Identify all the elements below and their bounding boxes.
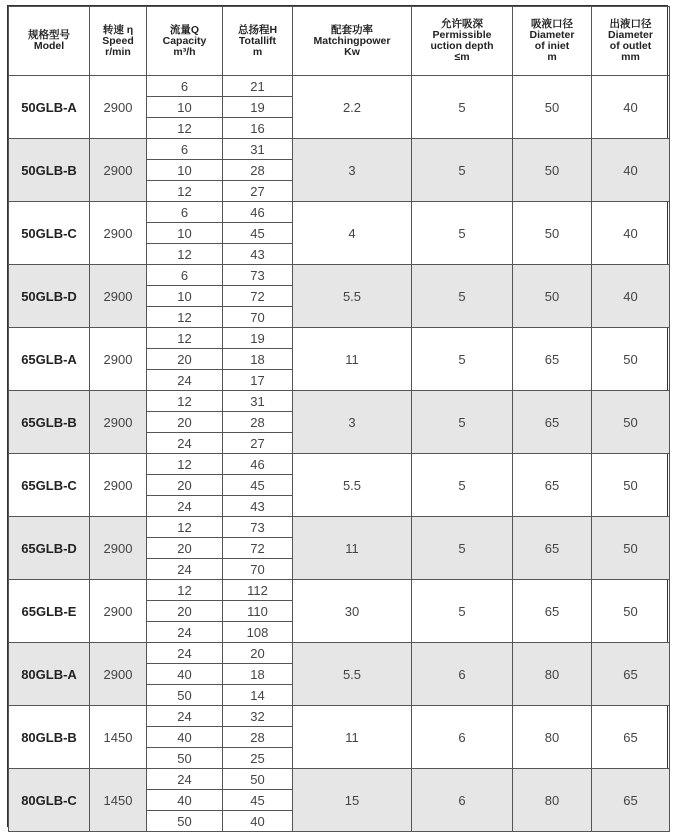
- capacity-cell: 50: [147, 748, 223, 769]
- header-model: 规格型号 Model: [9, 7, 90, 76]
- power-cell: 11: [293, 706, 412, 769]
- model-cell: 65GLB-D: [9, 517, 90, 580]
- capacity-cell: 24: [147, 559, 223, 580]
- capacity-cell: 20: [147, 475, 223, 496]
- inlet-cell: 80: [513, 769, 592, 832]
- capacity-cell: 12: [147, 118, 223, 139]
- speed-cell: 2900: [90, 328, 147, 391]
- table-row: [9, 580, 670, 601]
- capacity-cell: 40: [147, 790, 223, 811]
- inlet-cell: 80: [513, 643, 592, 706]
- capacity-cell: 12: [147, 181, 223, 202]
- power-cell: 30: [293, 580, 412, 643]
- suction-cell: 5: [412, 139, 513, 202]
- capacity-cell: 6: [147, 202, 223, 223]
- capacity-cell: 24: [147, 769, 223, 790]
- capacity-cell: 24: [147, 706, 223, 727]
- header-suction: 允许吸深 Permissible uction depth ≤m: [412, 7, 513, 76]
- outlet-cell: 65: [592, 769, 670, 832]
- capacity-cell: 10: [147, 160, 223, 181]
- table-row: [9, 265, 670, 286]
- model-cell: 50GLB-C: [9, 202, 90, 265]
- head-cell: 110: [223, 601, 293, 622]
- capacity-cell: 20: [147, 601, 223, 622]
- head-cell: 73: [223, 517, 293, 538]
- head-cell: 108: [223, 622, 293, 643]
- head-cell: 16: [223, 118, 293, 139]
- head-cell: 46: [223, 454, 293, 475]
- power-cell: 3: [293, 391, 412, 454]
- head-cell: 27: [223, 433, 293, 454]
- power-cell: 2.2: [293, 76, 412, 139]
- speed-cell: 1450: [90, 706, 147, 769]
- head-cell: 31: [223, 139, 293, 160]
- inlet-cell: 65: [513, 580, 592, 643]
- capacity-cell: 24: [147, 370, 223, 391]
- head-cell: 45: [223, 475, 293, 496]
- inlet-cell: 50: [513, 202, 592, 265]
- inlet-cell: 50: [513, 265, 592, 328]
- capacity-cell: 6: [147, 139, 223, 160]
- model-cell: 65GLB-A: [9, 328, 90, 391]
- head-cell: 43: [223, 496, 293, 517]
- head-cell: 25: [223, 748, 293, 769]
- speed-cell: 2900: [90, 454, 147, 517]
- power-cell: 5.5: [293, 454, 412, 517]
- capacity-cell: 20: [147, 538, 223, 559]
- model-cell: 65GLB-C: [9, 454, 90, 517]
- head-cell: 31: [223, 391, 293, 412]
- head-cell: 70: [223, 307, 293, 328]
- capacity-cell: 10: [147, 97, 223, 118]
- header-head: 总扬程H Totallift m: [223, 7, 293, 76]
- head-cell: 27: [223, 181, 293, 202]
- outlet-cell: 65: [592, 643, 670, 706]
- head-cell: 72: [223, 286, 293, 307]
- head-cell: 14: [223, 685, 293, 706]
- model-cell: 65GLB-B: [9, 391, 90, 454]
- power-cell: 5.5: [293, 643, 412, 706]
- capacity-cell: 12: [147, 580, 223, 601]
- table-row: [9, 76, 670, 97]
- suction-cell: 5: [412, 391, 513, 454]
- head-cell: 20: [223, 643, 293, 664]
- capacity-cell: 24: [147, 433, 223, 454]
- outlet-cell: 50: [592, 454, 670, 517]
- table-row: [9, 139, 670, 160]
- outlet-cell: 50: [592, 391, 670, 454]
- head-cell: 19: [223, 97, 293, 118]
- power-cell: 11: [293, 517, 412, 580]
- head-cell: 72: [223, 538, 293, 559]
- capacity-cell: 12: [147, 391, 223, 412]
- outlet-cell: 50: [592, 517, 670, 580]
- capacity-cell: 12: [147, 307, 223, 328]
- head-cell: 40: [223, 811, 293, 832]
- suction-cell: 5: [412, 202, 513, 265]
- inlet-cell: 80: [513, 706, 592, 769]
- table-row: [9, 328, 670, 349]
- suction-cell: 6: [412, 643, 513, 706]
- power-cell: 15: [293, 769, 412, 832]
- suction-cell: 5: [412, 580, 513, 643]
- outlet-cell: 50: [592, 328, 670, 391]
- head-cell: 18: [223, 664, 293, 685]
- head-cell: 19: [223, 328, 293, 349]
- table-body: [9, 76, 670, 832]
- head-cell: 21: [223, 76, 293, 97]
- capacity-cell: 12: [147, 328, 223, 349]
- head-cell: 43: [223, 244, 293, 265]
- header-inlet: 吸液口径 Diameter of iniet m: [513, 7, 592, 76]
- table-row: [9, 391, 670, 412]
- suction-cell: 6: [412, 706, 513, 769]
- header-capacity: 流量Q Capacity m³/h: [147, 7, 223, 76]
- suction-cell: 5: [412, 328, 513, 391]
- capacity-cell: 50: [147, 811, 223, 832]
- head-cell: 46: [223, 202, 293, 223]
- capacity-cell: 24: [147, 496, 223, 517]
- capacity-cell: 20: [147, 412, 223, 433]
- capacity-cell: 12: [147, 454, 223, 475]
- model-cell: 50GLB-B: [9, 139, 90, 202]
- header-outlet: 出液口径 Diameter of outlet mm: [592, 7, 670, 76]
- speed-cell: 2900: [90, 76, 147, 139]
- outlet-cell: 40: [592, 265, 670, 328]
- speed-cell: 2900: [90, 265, 147, 328]
- capacity-cell: 12: [147, 244, 223, 265]
- header-speed: 转速 η Speed r/min: [90, 7, 147, 76]
- inlet-cell: 65: [513, 517, 592, 580]
- model-cell: 80GLB-A: [9, 643, 90, 706]
- table-row: [9, 202, 670, 223]
- suction-cell: 5: [412, 517, 513, 580]
- capacity-cell: 10: [147, 286, 223, 307]
- speed-cell: 2900: [90, 391, 147, 454]
- head-cell: 28: [223, 727, 293, 748]
- inlet-cell: 65: [513, 328, 592, 391]
- model-cell: 50GLB-A: [9, 76, 90, 139]
- speed-cell: 2900: [90, 643, 147, 706]
- capacity-cell: 20: [147, 349, 223, 370]
- inlet-cell: 50: [513, 139, 592, 202]
- head-cell: 32: [223, 706, 293, 727]
- spec-table-frame: [7, 5, 668, 827]
- model-cell: 65GLB-E: [9, 580, 90, 643]
- table-row: [9, 517, 670, 538]
- head-cell: 45: [223, 223, 293, 244]
- speed-cell: 1450: [90, 769, 147, 832]
- capacity-cell: 40: [147, 664, 223, 685]
- table-row: [9, 769, 670, 790]
- suction-cell: 5: [412, 265, 513, 328]
- inlet-cell: 65: [513, 454, 592, 517]
- power-cell: 3: [293, 139, 412, 202]
- capacity-cell: 24: [147, 643, 223, 664]
- head-cell: 70: [223, 559, 293, 580]
- head-cell: 73: [223, 265, 293, 286]
- capacity-cell: 24: [147, 622, 223, 643]
- suction-cell: 5: [412, 76, 513, 139]
- power-cell: 4: [293, 202, 412, 265]
- table-row: [9, 643, 670, 664]
- speed-cell: 2900: [90, 517, 147, 580]
- outlet-cell: 50: [592, 580, 670, 643]
- head-cell: 112: [223, 580, 293, 601]
- capacity-cell: 12: [147, 517, 223, 538]
- head-cell: 18: [223, 349, 293, 370]
- head-cell: 50: [223, 769, 293, 790]
- speed-cell: 2900: [90, 139, 147, 202]
- model-cell: 50GLB-D: [9, 265, 90, 328]
- head-cell: 28: [223, 412, 293, 433]
- table-row: [9, 706, 670, 727]
- capacity-cell: 6: [147, 265, 223, 286]
- header-power: 配套功率 Matchingpower Kw: [293, 7, 412, 76]
- suction-cell: 5: [412, 454, 513, 517]
- capacity-cell: 40: [147, 727, 223, 748]
- head-cell: 45: [223, 790, 293, 811]
- model-cell: 80GLB-B: [9, 706, 90, 769]
- model-cell: 80GLB-C: [9, 769, 90, 832]
- outlet-cell: 40: [592, 139, 670, 202]
- header-row: [9, 7, 670, 76]
- speed-cell: 2900: [90, 202, 147, 265]
- table-row: [9, 454, 670, 475]
- outlet-cell: 40: [592, 202, 670, 265]
- head-cell: 17: [223, 370, 293, 391]
- capacity-cell: 50: [147, 685, 223, 706]
- inlet-cell: 50: [513, 76, 592, 139]
- capacity-cell: 6: [147, 76, 223, 97]
- head-cell: 28: [223, 160, 293, 181]
- power-cell: 5.5: [293, 265, 412, 328]
- inlet-cell: 65: [513, 391, 592, 454]
- capacity-cell: 10: [147, 223, 223, 244]
- power-cell: 11: [293, 328, 412, 391]
- pump-spec-table: [8, 6, 670, 832]
- outlet-cell: 40: [592, 76, 670, 139]
- outlet-cell: 65: [592, 706, 670, 769]
- suction-cell: 6: [412, 769, 513, 832]
- speed-cell: 2900: [90, 580, 147, 643]
